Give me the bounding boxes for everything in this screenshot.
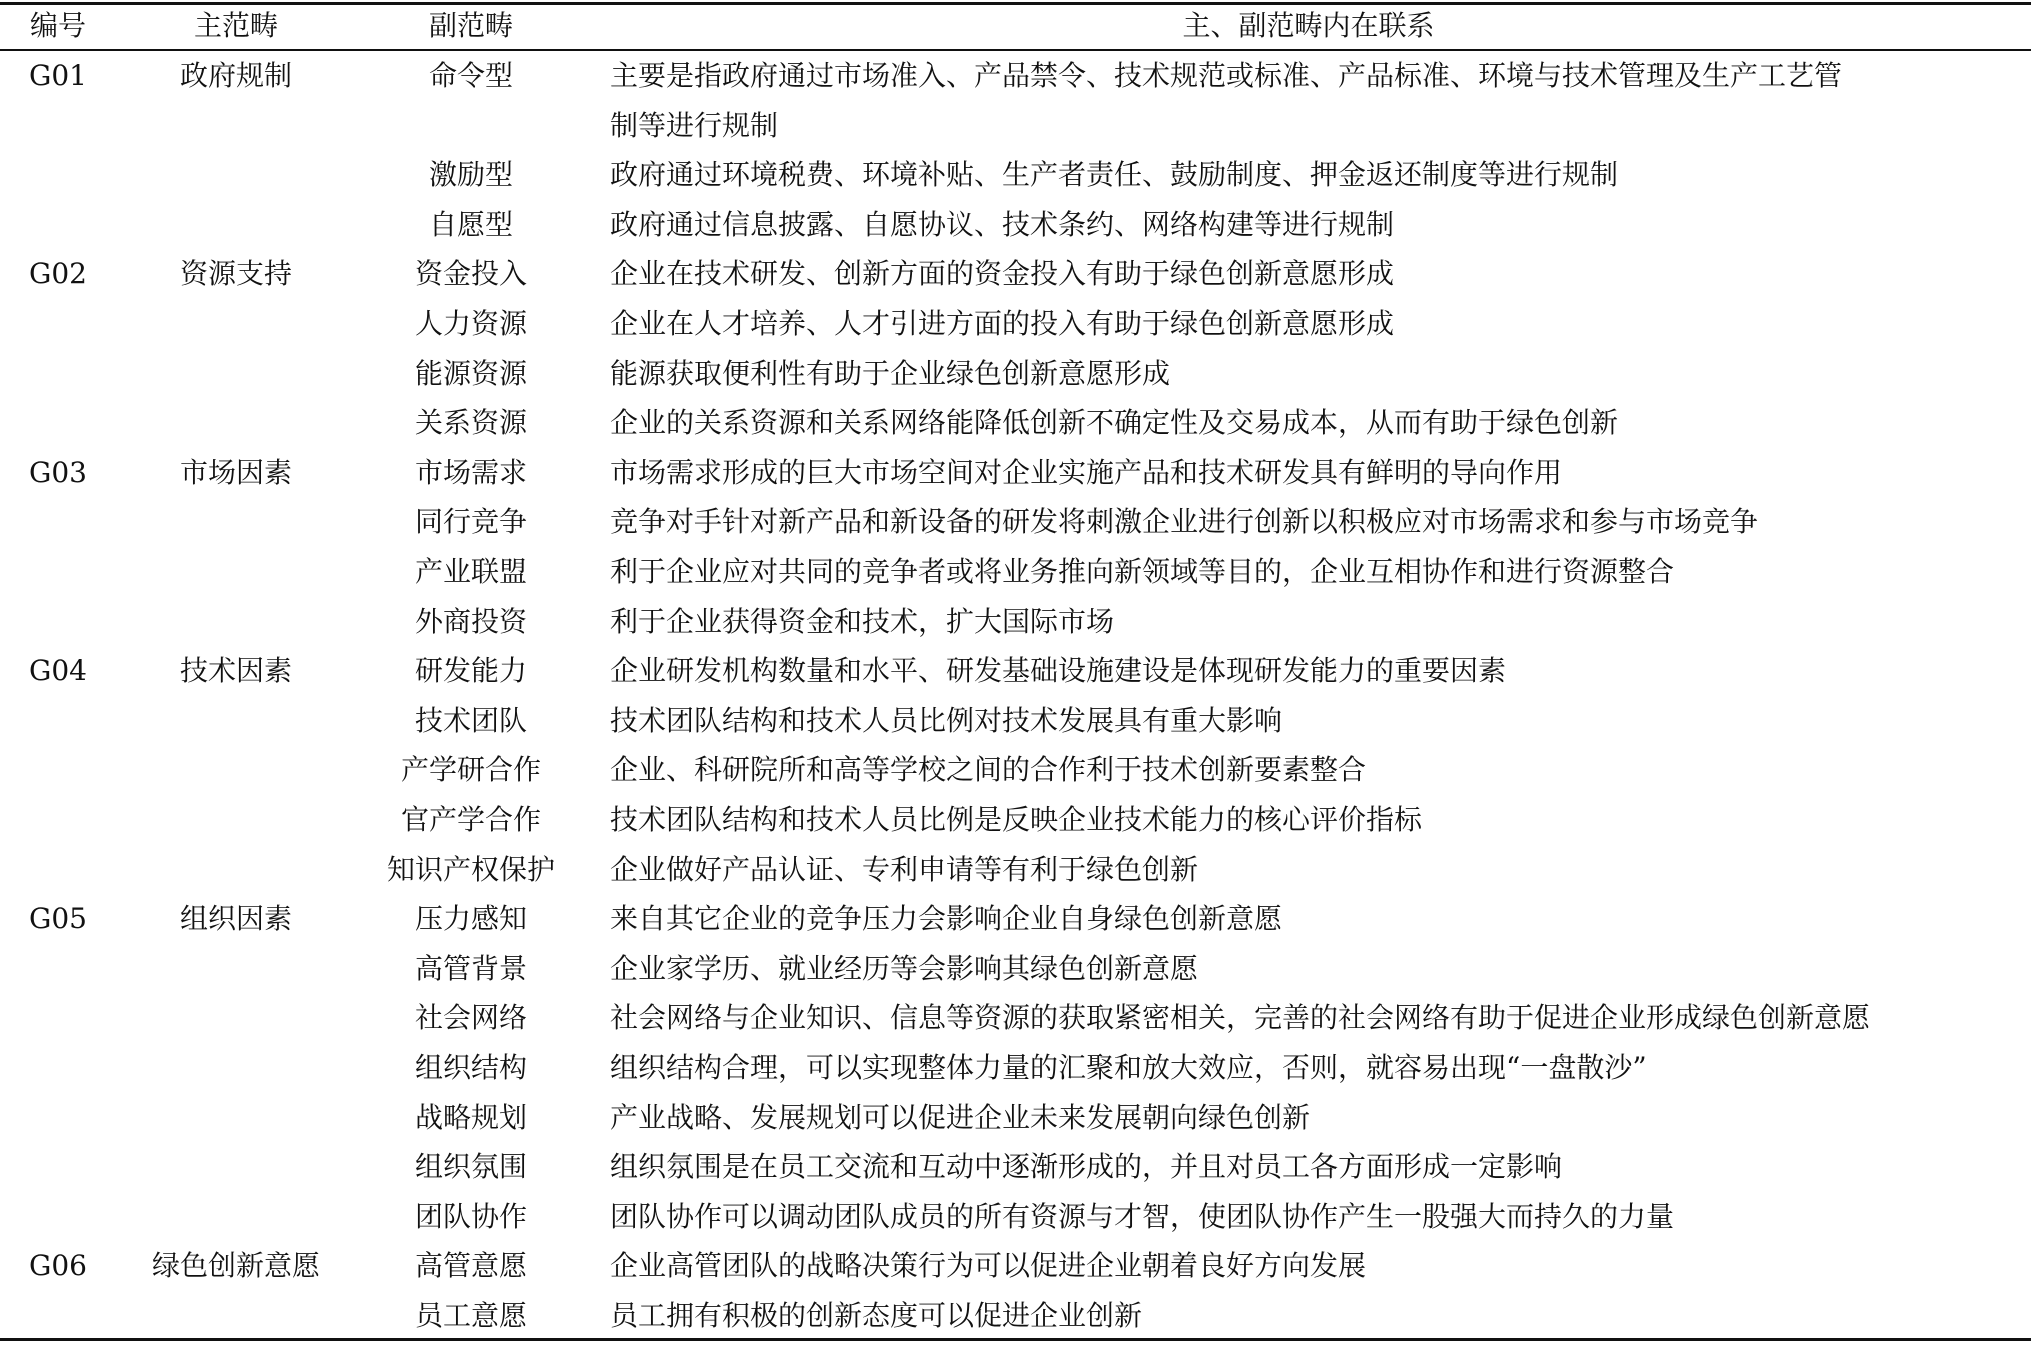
sub-category: 能源资源 xyxy=(414,356,527,390)
sub-category: 命令型 xyxy=(428,59,513,92)
relation-text: 企业研发机构数量和水平、研发基础设施建设是体现研发能力的重要因素 xyxy=(610,654,1507,688)
relation-text: 企业、科研院所和高等学校之间的合作利于技术创新要素整合 xyxy=(610,753,1367,787)
sub-category: 激励型 xyxy=(428,158,513,192)
relation-text: 政府通过环境税费、环境补贴、生产者责任、鼓励制度、押金返还制度等进行规制 xyxy=(610,158,1619,192)
relation-text: 利于企业应对共同的竞争者或将业务推向新领域等目的，企业互相协作和进行资源整合 xyxy=(610,555,1675,588)
relation-text: 企业家学历、就业经历等会影响其绿色创新意愿 xyxy=(610,951,1199,985)
relation-text: 企业做好产品认证、专利申请等有利于绿色创新 xyxy=(610,852,1199,886)
relation-text: 产业战略、发展规划可以促进企业未来发展朝向绿色创新 xyxy=(610,1100,1311,1134)
group-main-category: 绿色创新意愿 xyxy=(151,1249,320,1283)
relation-text: 社会网络与企业知识、信息等资源的获取紧密相关，完善的社会网络有助于促进企业形成绿色创新意愿 xyxy=(610,1001,1871,1035)
header-main-category: 主范畴 xyxy=(193,9,278,42)
relation-text: 制等进行规制 xyxy=(610,108,779,142)
relation-text: 来自其它企业的竞争压力会影响企业自身绿色创新意愿 xyxy=(610,902,1283,936)
sub-category: 关系资源 xyxy=(414,406,527,440)
group-code: G06 xyxy=(29,1249,87,1283)
header-relation: 主、副范畴内在联系 xyxy=(1182,9,1435,42)
sub-category: 高管背景 xyxy=(414,951,527,985)
sub-category: 社会网络 xyxy=(414,1001,527,1035)
sub-category: 资金投入 xyxy=(414,257,527,291)
relation-text: 能源获取便利性有助于企业绿色创新意愿形成 xyxy=(610,356,1171,390)
header-sub-category: 副范畴 xyxy=(428,9,513,42)
sub-category: 组织氛围 xyxy=(414,1150,527,1184)
group-main-category: 技术因素 xyxy=(179,654,292,688)
relation-text: 员工拥有积极的创新态度可以促进企业创新 xyxy=(610,1299,1143,1332)
group-main-category: 市场因素 xyxy=(179,455,292,489)
relation-text: 企业在人才培养、人才引进方面的投入有助于绿色创新意愿形成 xyxy=(610,307,1395,340)
relation-text: 技术团队结构和技术人员比例是反映企业技术能力的核心评价指标 xyxy=(610,803,1423,836)
relation-text: 企业在技术研发、创新方面的资金投入有助于绿色创新意愿形成 xyxy=(610,257,1395,291)
group-code: G01 xyxy=(29,59,87,92)
sub-category: 知识产权保护 xyxy=(386,852,555,886)
group-main-category: 组织因素 xyxy=(179,902,292,936)
sub-category: 组织结构 xyxy=(414,1051,527,1084)
relation-text: 组织氛围是在员工交流和互动中逐渐形成的，并且对员工各方面形成一定影响 xyxy=(610,1150,1563,1184)
relation-text: 市场需求形成的巨大市场空间对企业实施产品和技术研发具有鲜明的导向作用 xyxy=(610,455,1563,489)
table-bottom-rule xyxy=(0,1338,2031,1341)
header-code: 编号 xyxy=(29,9,86,42)
sub-category: 官产学合作 xyxy=(400,803,541,836)
sub-category: 高管意愿 xyxy=(414,1249,527,1283)
relation-text: 企业高管团队的战略决策行为可以促进企业朝着良好方向发展 xyxy=(610,1249,1367,1283)
group-main-category: 资源支持 xyxy=(179,257,292,291)
sub-category: 研发能力 xyxy=(414,654,527,688)
relation-text: 竞争对手针对新产品和新设备的研发将刺激企业进行创新以积极应对市场需求和参与市场竞争 xyxy=(610,505,1759,539)
sub-category: 同行竞争 xyxy=(414,505,527,539)
sub-category: 外商投资 xyxy=(414,604,527,638)
sub-category: 产业联盟 xyxy=(414,555,527,588)
group-code: G03 xyxy=(29,455,87,489)
group-code: G05 xyxy=(29,902,87,936)
sub-category: 人力资源 xyxy=(414,307,527,340)
sub-category: 团队协作 xyxy=(414,1199,527,1233)
group-main-category: 政府规制 xyxy=(179,59,292,92)
sub-category: 自愿型 xyxy=(428,207,513,241)
relation-text: 主要是指政府通过市场准入、产品禁令、技术规范或标准、产品标准、环境与技术管理及生产工艺管 xyxy=(610,59,1843,92)
relation-text: 企业的关系资源和关系网络能降低创新不确定性及交易成本，从而有助于绿色创新 xyxy=(610,406,1619,440)
relation-text: 技术团队结构和技术人员比例对技术发展具有重大影响 xyxy=(610,703,1283,737)
relation-text: 政府通过信息披露、自愿协议、技术条约、网络构建等进行规制 xyxy=(610,207,1395,241)
sub-category: 市场需求 xyxy=(414,455,527,489)
sub-category: 战略规划 xyxy=(414,1100,527,1134)
sub-category: 员工意愿 xyxy=(414,1299,527,1332)
sub-category: 压力感知 xyxy=(414,902,527,936)
sub-category: 技术团队 xyxy=(414,703,527,737)
sub-category: 产学研合作 xyxy=(400,753,541,787)
group-code: G04 xyxy=(29,654,87,688)
group-code: G02 xyxy=(29,257,87,291)
relation-text: 组织结构合理，可以实现整体力量的汇聚和放大效应，否则，就容易出现“一盘散沙” xyxy=(610,1051,1647,1084)
relation-text: 利于企业获得资金和技术，扩大国际市场 xyxy=(610,604,1115,638)
relation-text: 团队协作可以调动团队成员的所有资源与才智，使团队协作产生一股强大而持久的力量 xyxy=(610,1199,1675,1233)
